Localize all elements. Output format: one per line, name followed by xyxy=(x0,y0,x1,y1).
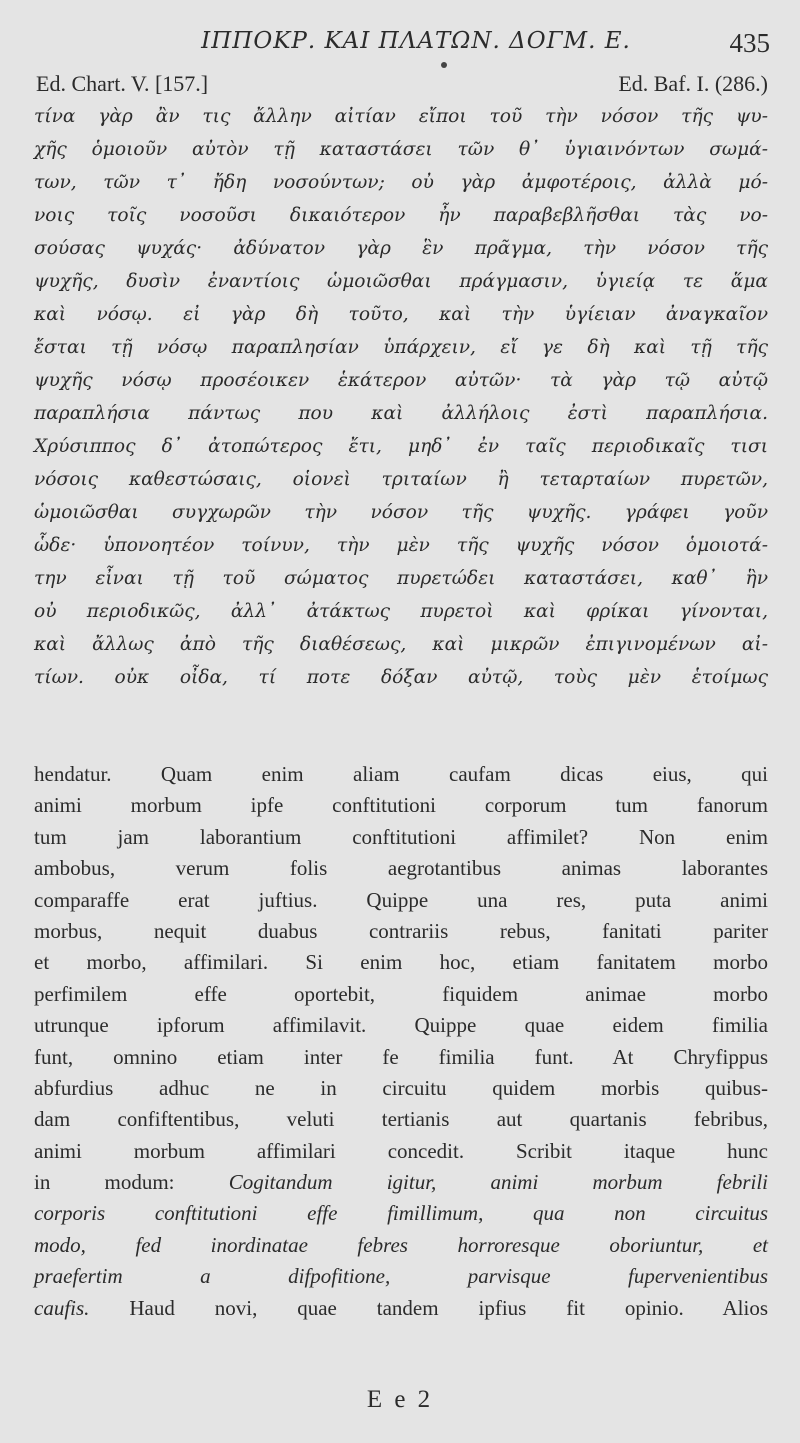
latin-line xyxy=(34,885,768,916)
latin-line xyxy=(34,1104,768,1135)
greek-line: νοις τοῖς νοσοῦσι δικαιότερον ἦν παραβεβλῆσθαι τὰς νο- xyxy=(34,205,768,226)
greek-line: ὧδε· ὑπονοητέον τοίνυν, τὴν μὲν τῆς ψυχῆς νόσον ὁμοιοτά- xyxy=(34,535,768,556)
latin-line xyxy=(34,1010,768,1041)
quoted-italic-text: caufis. xyxy=(34,1295,90,1320)
latin-translation-block xyxy=(34,759,768,1324)
line-text: dam confiftentibus, veluti tertianis aut quartanis febribus, xyxy=(34,1107,768,1132)
greek-line: παραπλήσια πάντως που καὶ ἀλλήλοις ἐστὶ παραπλήσια. xyxy=(34,403,768,424)
quoted-italic-text: Cogitandum igitur, animi morbum febrili xyxy=(228,1170,768,1195)
greek-line: οὐ περιοδικῶς, ἀλλ᾽ ἀτάκτως πυρετοὶ καὶ φρίκαι γίνονται, xyxy=(34,601,768,622)
latin-line xyxy=(34,1198,768,1229)
greek-line: ὡμοιῶσθαι συγχωρῶν τὴν νόσον τῆς ψυχῆς. γράφει γοῦν xyxy=(34,502,768,523)
line-text: morbus, nequit duabus contrariis rebus, fanitati pariter xyxy=(34,918,768,943)
line-text: ambobus, verum folis aegrotantibus animas laborantes xyxy=(34,856,768,881)
line-text: utrunque ipforum affimilavit. Quippe quae eidem fimilia xyxy=(34,1013,768,1038)
ink-speck xyxy=(441,62,447,68)
line-text: perfimilem effe oportebit, fiquidem animae morbo xyxy=(34,981,768,1006)
latin-line xyxy=(34,853,768,884)
greek-text-block xyxy=(34,100,768,694)
latin-line xyxy=(34,947,768,978)
line-text: comparaffe erat juftius. Quippe una res, puta animi xyxy=(34,887,768,912)
quoted-italic-text: modo, fed inordinatae febres horroresque oboriuntur, et xyxy=(34,1232,768,1257)
latin-line xyxy=(34,1293,768,1324)
line-text: hendatur. Quam enim aliam caufam dicas eius, qui xyxy=(34,762,768,786)
greek-line: καὶ νόσῳ. εἰ γὰρ δὴ τοῦτο, καὶ τὴν ὑγίειαν ἀναγκαῖον xyxy=(34,304,768,325)
latin-line xyxy=(34,1261,768,1292)
greek-line: ψυχῆς, δυσὶν ἐναντίοις ὡμοιῶσθαι πράγμασιν, ὑγιείᾳ τε ἅμα xyxy=(34,271,768,292)
running-title: ΙΠΠΟΚΡ. ΚΑΙ ΠΛΑΤΩΝ. ΔΟΓΜ. Ε. xyxy=(201,28,631,54)
line-text: tum jam laborantium conftitutioni affimilet? Non enim xyxy=(34,824,768,849)
edition-reference-row xyxy=(36,71,768,97)
edition-right-reference: Ed. Baf. I. (286.) xyxy=(618,71,768,96)
latin-line xyxy=(34,822,768,853)
latin-line xyxy=(34,1136,768,1167)
latin-line xyxy=(34,1042,768,1073)
greek-line: την εἶναι τῇ τοῦ σώματος πυρετώδει καταστάσει, καθ᾽ ἣν xyxy=(34,568,768,589)
greek-line: καὶ ἄλλως ἀπὸ τῆς διαθέσεως, καὶ μικρῶν ἐπιγινομένων αἰ- xyxy=(34,634,768,655)
latin-line xyxy=(34,790,768,821)
running-head xyxy=(32,28,770,62)
greek-line: τίων. οὐκ οἶδα, τί ποτε δόξαν αὐτῷ, τοὺς μὲν ἑτοίμως xyxy=(34,667,768,688)
latin-line xyxy=(34,1073,768,1104)
greek-line: ἔσται τῇ νόσῳ παραπλησίαν ὑπάρχειν, εἴ γε δὴ καὶ τῇ τῆς xyxy=(34,337,768,358)
line-text: et morbo, affimilari. Si enim hoc, etiam fanitatem morbo xyxy=(34,950,768,975)
greek-line: των, τῶν τ᾽ ἤδη νοσούντων; οὐ γὰρ ἀμφοτέροις, ἀλλὰ μό- xyxy=(34,172,768,193)
latin-line xyxy=(34,759,768,790)
greek-line: Χρύσιππος δ᾽ ἀτοπώτερος ἔτι, μηδ᾽ ἐν ταῖς περιοδικαῖς τισι xyxy=(34,436,768,457)
line-text: in modum: xyxy=(34,1170,229,1195)
latin-line xyxy=(34,979,768,1010)
greek-line: ψυχῆς νόσῳ προσέοικεν ἑκάτερον αὐτῶν· τὰ γὰρ τῷ αὐτῷ xyxy=(34,370,768,391)
latin-line xyxy=(34,916,768,947)
line-text: animi morbum affimilari concedit. Scribit itaque hunc xyxy=(34,1138,768,1163)
greek-line: σούσας ψυχάς· ἀδύνατον γὰρ ἓν πρᾶγμα, τὴν νόσον τῆς xyxy=(34,238,768,259)
quoted-italic-text: praefertim a difpofitione, parvisque fupervenientibus xyxy=(34,1264,768,1289)
line-text: Haud novi, quae tandem ipfius fit opinio. Alios xyxy=(89,1295,768,1320)
line-text: abfurdius adhuc ne in circuitu quidem morbis quibus- xyxy=(34,1075,768,1100)
line-text: funt, omnino etiam inter fe fimilia funt. At Chryfippus xyxy=(34,1044,768,1069)
line-text: animi morbum ipfe conftitutioni corporum tum fanorum xyxy=(34,793,768,818)
greek-line: νόσοις καθεστώσαις, οἱονεὶ τριταίων ἢ τεταρταίων πυρετῶν, xyxy=(34,469,768,490)
quoted-italic-text: corporis conftitutioni effe fimillimum, qua non circuitus xyxy=(34,1201,768,1226)
latin-line xyxy=(34,1167,768,1198)
greek-line: τίνα γὰρ ἂν τις ἄλλην αἰτίαν εἴποι τοῦ τὴν νόσον τῆς ψυ- xyxy=(34,106,768,127)
latin-line xyxy=(34,1230,768,1261)
greek-line: χῆς ὁμοιοῦν αὐτὸν τῇ καταστάσει τῶν θ᾽ ὑγιαινόντων σωμά- xyxy=(34,139,768,160)
edition-left-reference: Ed. Chart. V. [157.] xyxy=(36,71,209,96)
signature-mark: E e 2 xyxy=(366,1386,434,1413)
page-number: 435 xyxy=(729,28,770,58)
